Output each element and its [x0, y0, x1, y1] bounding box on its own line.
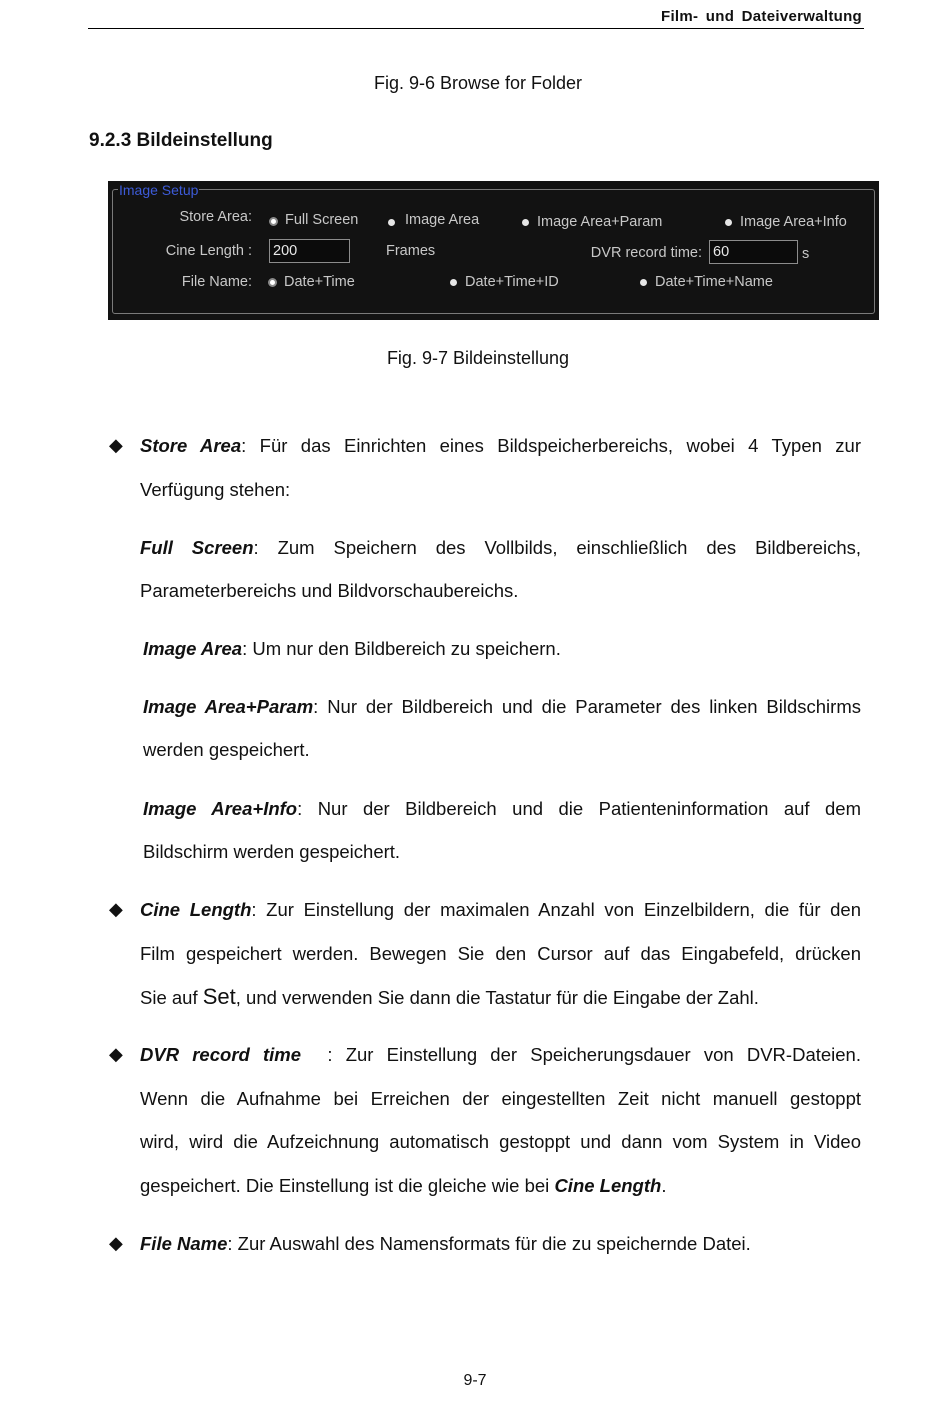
store-area-text: : Für das Einrichten eines Bildspeicherbereichs, wobei 4 Typen zur [241, 435, 861, 456]
date-time-id-option-label[interactable]: Date+Time+ID [465, 274, 559, 290]
dvr-record-time-label: DVR record time: [590, 245, 702, 261]
page-header [88, 8, 864, 29]
dvr-record-time-line3: wird, wird die Aufzeichnung automatisch gestoppt und dann vom System in Video [140, 1131, 861, 1152]
file-name-label: File Name: [181, 274, 252, 290]
full-screen-text: : Zum Speichern des Vollbilds, einschließlich des Bildbereichs, [253, 537, 861, 558]
dvr-record-time-line2: Wenn die Aufnahme bei Erreichen der eingestellten Zeit nicht manuell gestoppt [140, 1088, 861, 1109]
cine-length-line1 [140, 898, 861, 922]
full-screen-line1 [140, 536, 861, 560]
section-heading: 9.2.3 Bildeinstellung [89, 130, 273, 151]
bullet-icon: ◆ [109, 1044, 123, 1064]
dvr-record-time-text: : Zur Einstellung der Speicherungsdauer von DVR-Dateien. [301, 1044, 861, 1065]
chapter-title: Film- und Dateiverwaltung [660, 8, 862, 25]
file-name-line1 [140, 1232, 751, 1256]
image-area-line1 [143, 637, 561, 661]
cine-length-line3-after: , und verwenden Sie dann die Tastatur für die Eingabe der Zahl. [235, 987, 759, 1008]
figure-9-7-caption: Fig. 9-7 Bildeinstellung [386, 348, 570, 368]
full-screen-radio[interactable] [269, 217, 278, 226]
bullet-icon: ◆ [109, 435, 123, 455]
dvr-record-time-line1 [140, 1043, 861, 1067]
figure-9-6-caption: Fig. 9-6 Browse for Folder [373, 73, 583, 93]
image-area-info-term: Image Area+Info [143, 798, 298, 819]
cine-length-line3-before: Sie auf [140, 987, 203, 1008]
full-screen-option-label[interactable]: Full Screen [285, 212, 359, 228]
image-area-param-text: : Nur der Bildbereich und die Parameter des linken Bildschirms [313, 696, 861, 717]
image-area-param-radio[interactable] [522, 219, 529, 226]
image-area-text: : Um nur den Bildbereich zu speichern. [242, 638, 561, 659]
store-area-line2: Verfügung stehen: [140, 479, 291, 500]
cine-length-unit: Frames [386, 243, 436, 259]
image-area-radio[interactable] [388, 219, 395, 226]
set-key-label: Set [202, 984, 236, 1009]
dvr-record-time-term: DVR record time [140, 1044, 302, 1065]
image-area-param-term: Image Area+Param [143, 696, 314, 717]
image-area-param-line1 [143, 695, 861, 719]
dvr-record-time-unit: s [802, 246, 810, 262]
bullet-icon: ◆ [109, 899, 123, 919]
image-area-term: Image Area [143, 638, 243, 659]
image-area-info-option-label[interactable]: Image Area+Info [740, 214, 847, 230]
page-number: 9-7 [463, 1372, 487, 1389]
cine-length-input[interactable]: 200 [269, 239, 350, 263]
file-name-text: : Zur Auswahl des Namensformats für die zu speichernde Datei. [227, 1233, 751, 1254]
image-area-info-text: : Nur der Bildbereich und die Patienteninformation auf dem [297, 798, 861, 819]
date-time-radio[interactable] [268, 278, 277, 287]
store-area-label: Store Area: [179, 209, 252, 225]
store-area-term: Store Area [140, 435, 242, 456]
image-area-info-line2: Bildschirm werden gespeichert. [143, 841, 401, 862]
cine-length-line2: Film gespeichert werden. Bewegen Sie den Cursor auf das Eingabefeld, drücken [140, 943, 861, 964]
cine-length-label: Cine Length : [165, 243, 252, 259]
date-time-option-label[interactable]: Date+Time [284, 274, 355, 290]
image-area-info-radio[interactable] [725, 219, 732, 226]
dvr-record-time-input[interactable]: 60 [709, 240, 798, 264]
cine-length-line3 [140, 985, 759, 1010]
image-area-param-option-label[interactable]: Image Area+Param [537, 214, 663, 230]
full-screen-line2: Parameterbereichs und Bildvorschaubereichs. [140, 580, 519, 601]
full-screen-term: Full Screen [140, 537, 254, 558]
date-time-id-radio[interactable] [450, 279, 457, 286]
date-time-name-radio[interactable] [640, 279, 647, 286]
store-area-line1 [140, 434, 861, 458]
cine-length-reference: Cine Length [554, 1175, 662, 1196]
dvr-record-time-line4-before: gespeichert. Die Einstellung ist die gleiche wie bei [140, 1175, 555, 1196]
image-area-option-label[interactable]: Image Area [405, 212, 480, 228]
date-time-name-option-label[interactable]: Date+Time+Name [655, 274, 773, 290]
image-area-info-line1 [143, 797, 861, 821]
image-setup-title: Image Setup [119, 182, 199, 198]
dvr-record-time-line4-after: . [661, 1175, 667, 1196]
image-area-param-line2: werden gespeichert. [143, 739, 310, 760]
bullet-icon: ◆ [109, 1233, 123, 1253]
file-name-term: File Name [140, 1233, 228, 1254]
cine-length-text: : Zur Einstellung der maximalen Anzahl von Einzelbildern, die für den [251, 899, 861, 920]
dvr-record-time-line4 [140, 1174, 666, 1198]
cine-length-term: Cine Length [140, 899, 252, 920]
image-setup-panel [108, 181, 879, 320]
